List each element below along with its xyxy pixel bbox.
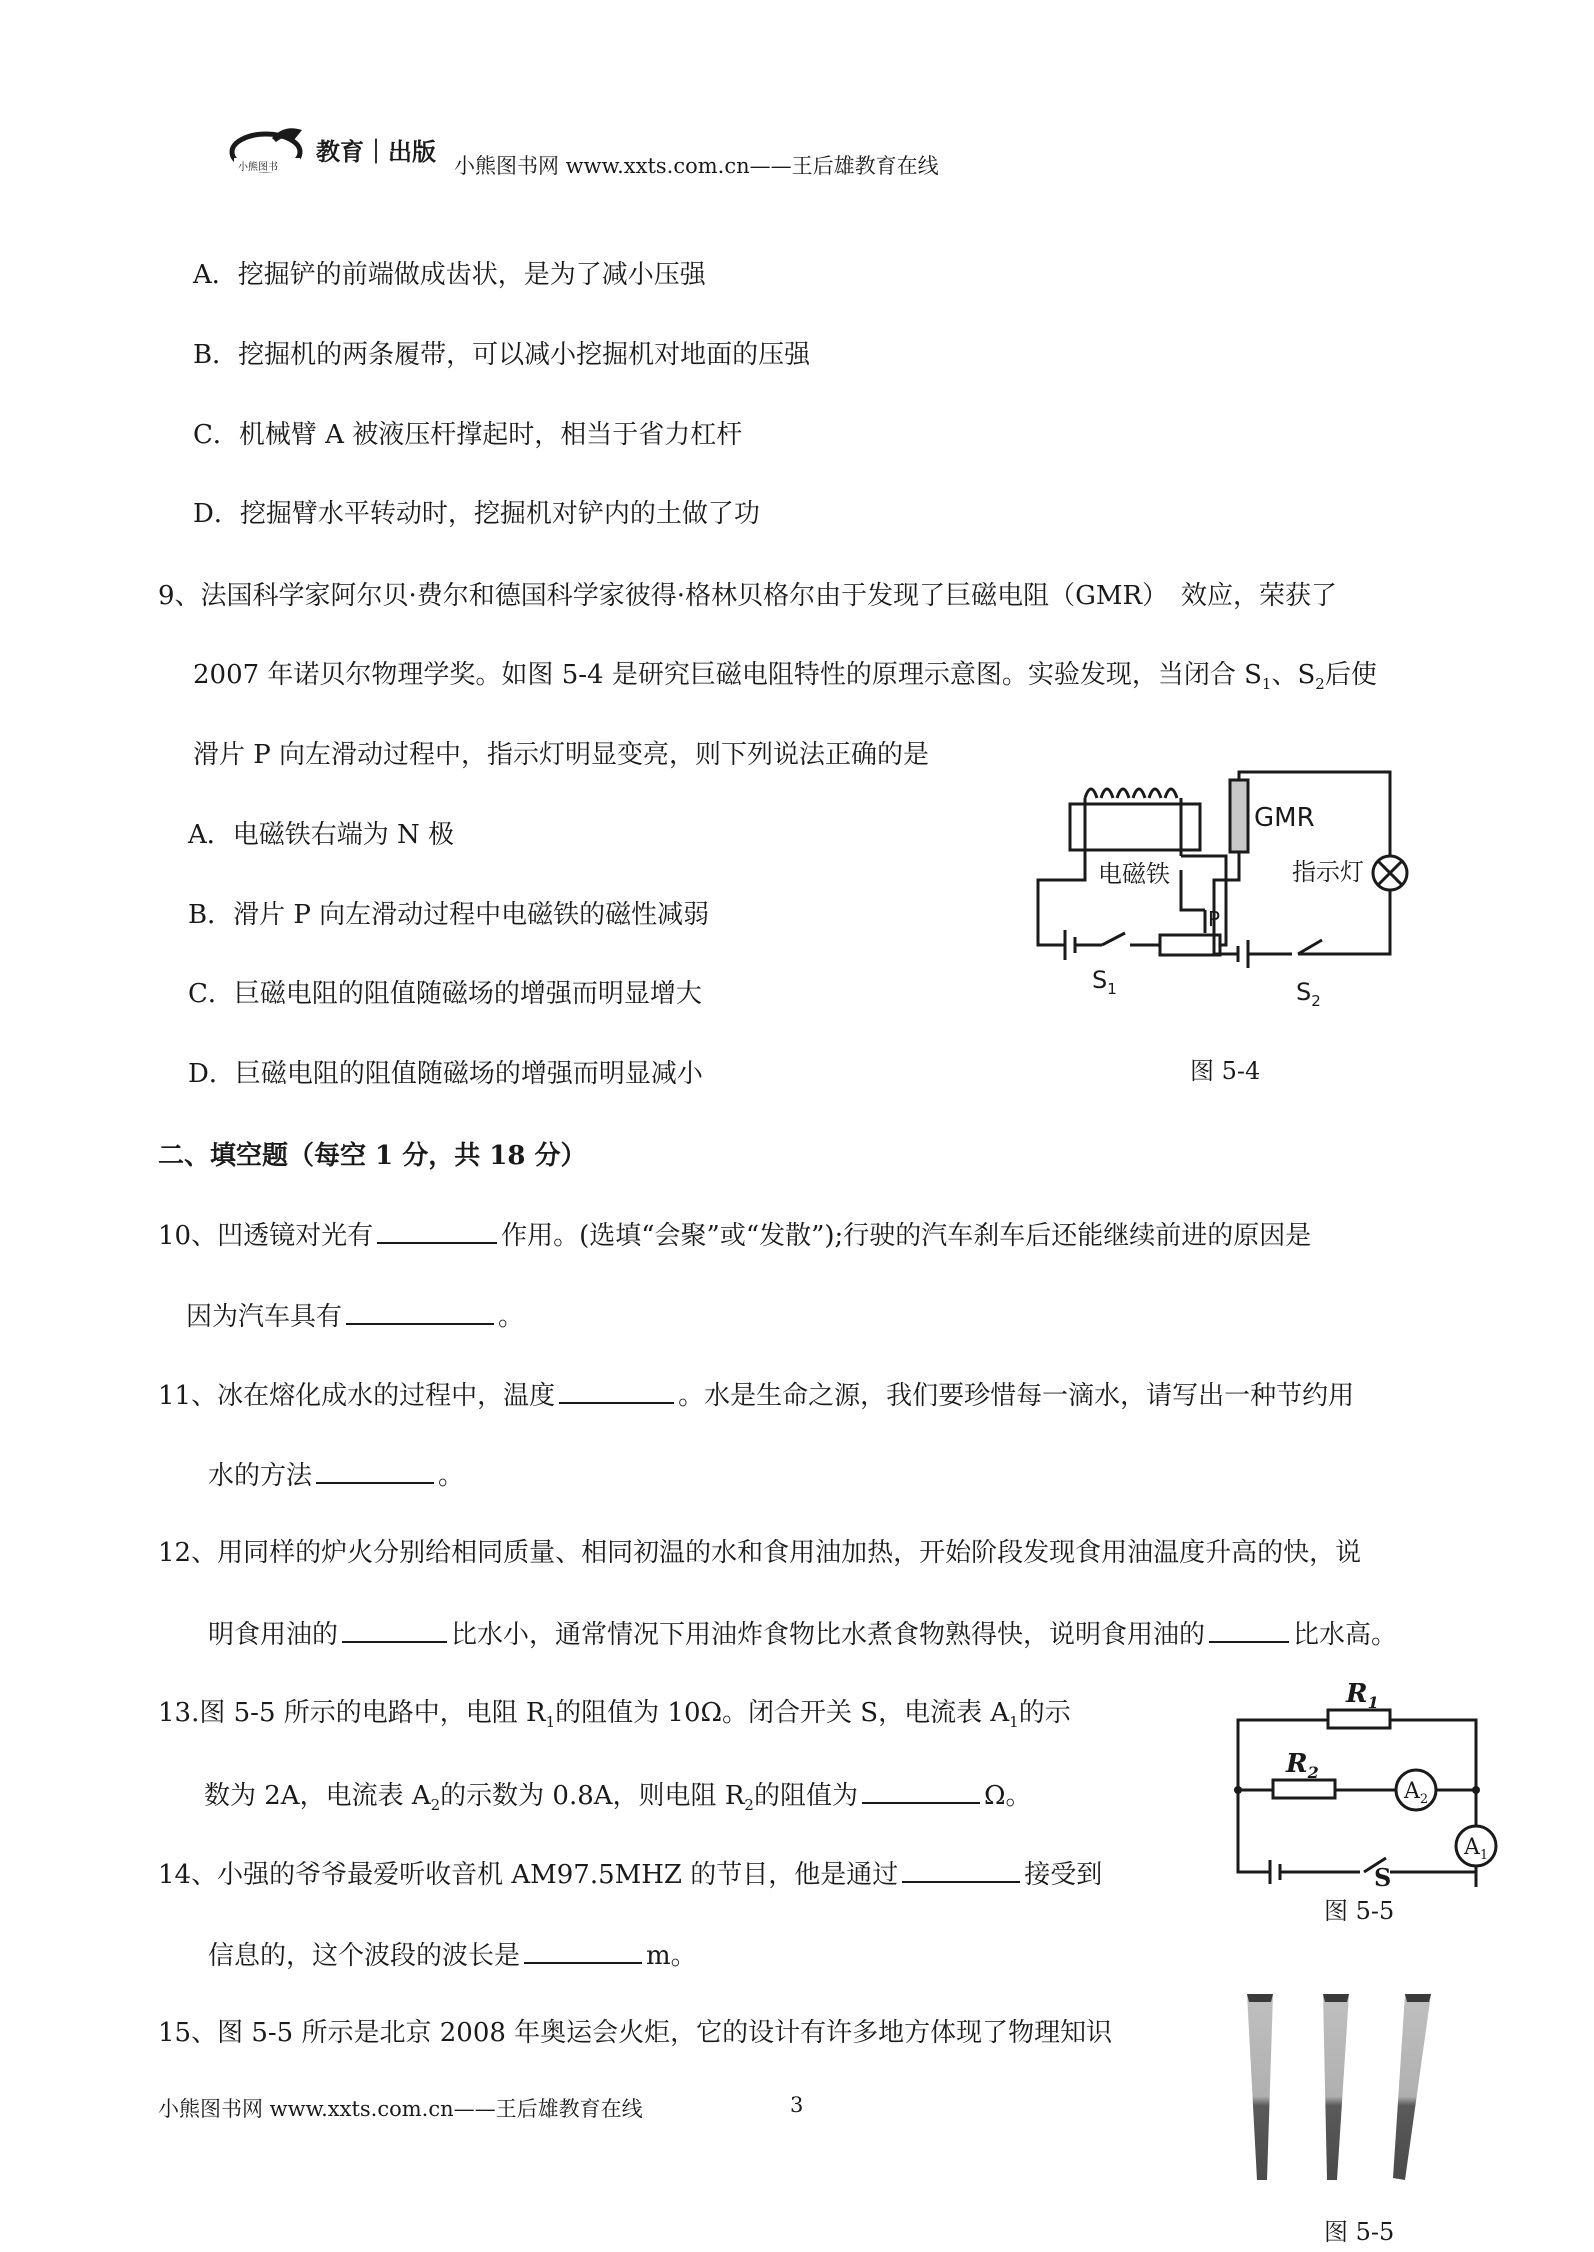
q14-text-b: 接受到 xyxy=(1024,1860,1103,1890)
q9-option-d: D．巨磁电阻的阻值随磁场的增强而明显减小 xyxy=(188,1059,703,1089)
label-r1: $R_1$ xyxy=(1346,1679,1379,1712)
q9-s2-subscript: 2 xyxy=(1315,675,1325,694)
q12-blank-1[interactable] xyxy=(342,1615,447,1643)
q13-text-c: 的示 xyxy=(1018,1698,1071,1728)
q13-text-d: 数为 2A，电流表 A xyxy=(204,1781,431,1811)
q11-text-c: 水的方法 xyxy=(208,1461,313,1491)
rheostat xyxy=(1160,935,1220,955)
q13-text-e: 的示数为 0.8A，则电阻 R xyxy=(440,1781,745,1811)
q14-text-a: 14、小强的爷爷最爱听收音机 AM97.5MHZ 的节目，他是通过 xyxy=(158,1860,899,1890)
label-switch-s: S xyxy=(1374,1863,1392,1887)
logo-text: 教育｜出版 xyxy=(316,138,436,166)
q13-blank-1[interactable] xyxy=(862,1776,980,1804)
q10-text-a: 10、凹透镜对光有 xyxy=(158,1221,374,1251)
q12-text-a: 明食用油的 xyxy=(208,1620,339,1650)
q14-blank-1[interactable] xyxy=(902,1855,1020,1883)
q12-text-b: 比水小，通常情况下用油炸食物比水煮食物熟得快，说明食用油的 xyxy=(451,1620,1206,1650)
q11-blank-2[interactable] xyxy=(316,1456,434,1484)
q9-separator: 、S xyxy=(1271,660,1316,690)
q13-line1 xyxy=(158,1696,1071,1739)
q9-line1: 9、法国科学家阿尔贝·费尔和德国科学家彼得·格林贝格尔由于发现了巨磁电阻（GMR） 效应，荣获了 xyxy=(158,581,1338,611)
q14-blank-2[interactable] xyxy=(524,1936,642,1964)
q10-blank-2[interactable] xyxy=(346,1297,494,1325)
q13-line2 xyxy=(204,1776,1032,1822)
q8-option-a: A．挖掘铲的前端做成齿状，是为了减小压强 xyxy=(193,260,706,290)
q14-text-c: 信息的，这个波段的波长是 xyxy=(208,1941,521,1971)
torch-icon-2 xyxy=(1323,1994,1349,2180)
label-slider-p: P xyxy=(1208,907,1221,931)
figure-5-4-caption: 图 5-4 xyxy=(1190,1057,1261,1085)
q13-a2-subscript: 2 xyxy=(430,1796,441,1815)
q9-s1-subscript: 1 xyxy=(1261,675,1272,694)
q13-text-b: 的阻值为 10Ω。闭合开关 S，电流表 A xyxy=(555,1698,1010,1728)
q15-line1: 15、图 5-5 所示是北京 2008 年奥运会火炬，它的设计有许多地方体现了物理知识 xyxy=(158,2018,1113,2048)
q13-text-g: Ω。 xyxy=(983,1781,1032,1811)
label-switch-s2: $S_2$ xyxy=(1296,978,1321,1010)
q10-text-b: 作用。(选填“会聚”或“发散”);行驶的汽车刹车后还能继续前进的原因是 xyxy=(501,1221,1312,1251)
q11-line2 xyxy=(208,1456,464,1493)
q13-text-f: 的阻值为 xyxy=(753,1781,858,1811)
torch-icon-3 xyxy=(1393,1994,1431,2180)
figure-5-5-caption-circuit: 图 5-5 xyxy=(1324,1897,1395,1925)
q12-line2 xyxy=(208,1615,1397,1652)
footer-site-text: 小熊图书网 www.xxts.com.cn——王后雄教育在线 xyxy=(158,2097,643,2121)
q13-a1-subscript: 1 xyxy=(1009,1713,1019,1732)
header-site-text: 小熊图书网 www.xxts.com.cn——王后雄教育在线 xyxy=(454,154,939,178)
q11-text-b: 。水是生命之源，我们要珍惜每一滴水，请写出一种节约用 xyxy=(678,1381,1355,1411)
q11-text-a: 11、冰在熔化成水的过程中，温度 xyxy=(158,1381,556,1411)
section-2-title: 二、填空题（每空 1 分，共 18 分） xyxy=(158,1141,587,1171)
q9-option-c: C．巨磁电阻的阻值随磁场的增强而明显增大 xyxy=(188,979,702,1009)
label-a2: $A_2$ xyxy=(1404,1779,1429,1807)
q10-line1 xyxy=(158,1216,1311,1253)
q11-blank-1[interactable] xyxy=(559,1376,674,1404)
figure-5-5-caption-torch: 图 5-5 xyxy=(1324,2218,1395,2246)
q12-blank-2[interactable] xyxy=(1209,1615,1289,1643)
electromagnet-coil xyxy=(1085,789,1177,798)
q14-line2 xyxy=(208,1936,697,1973)
header-logo xyxy=(228,118,436,178)
resistor-r2 xyxy=(1273,1780,1335,1798)
olympic-torch-images xyxy=(1235,1990,1455,2190)
q9-line3: 滑片 P 向左滑动过程中，指示灯明显变亮，则下列说法正确的是 xyxy=(193,740,930,770)
label-r2: $R_2$ xyxy=(1286,1749,1319,1782)
q13-r2-subscript: 2 xyxy=(744,1796,754,1815)
q12-text-c: 比水高。 xyxy=(1293,1620,1398,1650)
footer-page-number: 3 xyxy=(790,2093,804,2117)
q9-option-a: A．电磁铁右端为 N 极 xyxy=(188,820,455,850)
label-switch-s1: $S_1$ xyxy=(1092,966,1117,998)
q12-line1: 12、用同样的炉火分别给相同质量、相同初温的水和食用油加热，开始阶段发现食用油温度升高的快，说 xyxy=(158,1538,1362,1568)
q14-line1 xyxy=(158,1855,1102,1892)
q13-text-a: 13.图 5-5 所示的电路中，电阻 R xyxy=(158,1698,546,1728)
figure-5-5-circuit xyxy=(1228,1672,1498,1887)
gmr-element xyxy=(1230,780,1248,852)
logo-small-text: 小熊图书 xyxy=(238,162,278,173)
q13-r1-subscript: 1 xyxy=(545,1713,556,1732)
label-indicator: 指示灯 xyxy=(1292,858,1364,886)
q10-line2 xyxy=(186,1297,524,1334)
label-gmr: GMR xyxy=(1254,803,1315,833)
q8-option-b: B．挖掘机的两条履带，可以减小挖掘机对地面的压强 xyxy=(193,340,811,370)
q9-line2 xyxy=(193,658,1377,701)
q9-line2-text: 2007 年诺贝尔物理学奖。如图 5-4 是研究巨磁电阻特性的原理示意图。实验发现，当闭合 S xyxy=(193,660,1262,690)
q8-option-c: C．机械臂 A 被液压杆撑起时，相当于省力杠杆 xyxy=(193,420,743,450)
q9-option-b: B．滑片 P 向左滑动过程中电磁铁的磁性减弱 xyxy=(188,900,710,930)
q14-text-d: m。 xyxy=(646,1941,697,1971)
q11-line1 xyxy=(158,1376,1354,1413)
q11-text-d: 。 xyxy=(438,1461,465,1491)
label-electromagnet: 电磁铁 xyxy=(1098,860,1170,888)
q8-option-d: D．挖掘臂水平转动时，挖掘机对铲内的土做了功 xyxy=(193,499,760,529)
figure-5-4-circuit xyxy=(1030,770,1410,1020)
resistor-r1 xyxy=(1328,1710,1390,1728)
q10-blank-1[interactable] xyxy=(377,1216,497,1244)
q10-text-c: 因为汽车具有 xyxy=(186,1302,343,1332)
label-a1: $A_1$ xyxy=(1464,1835,1489,1863)
q10-text-d: 。 xyxy=(498,1302,525,1332)
torch-icon-1 xyxy=(1247,1994,1273,2180)
q9-line2-end: 后使 xyxy=(1324,660,1377,690)
